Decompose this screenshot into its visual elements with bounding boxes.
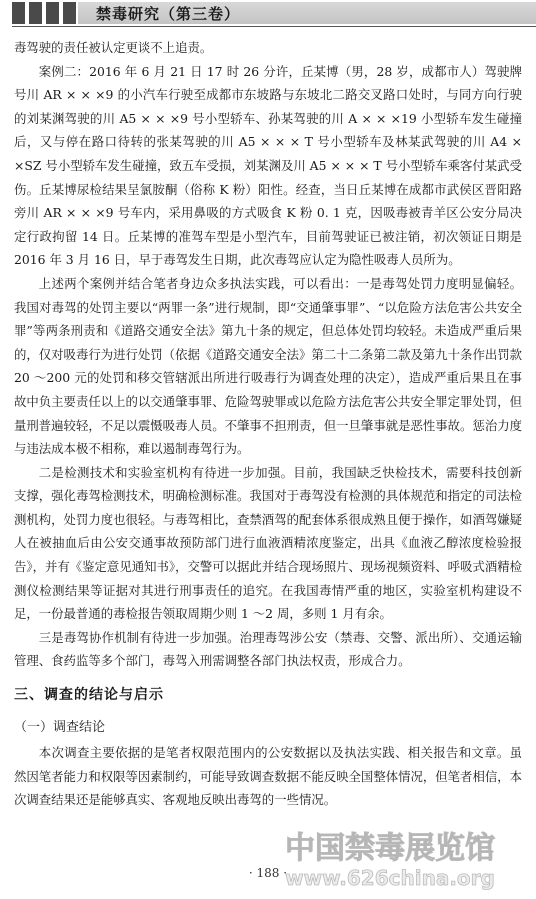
header-rule xyxy=(12,26,536,27)
watermark-line2: www.626china.org xyxy=(285,866,495,890)
watermark-logo xyxy=(248,826,532,892)
running-header xyxy=(0,0,536,30)
page-number: · 188 · xyxy=(248,866,288,880)
watermark-line1: 中国禁毒展览馆 xyxy=(285,831,495,866)
paragraph-case-two: 案例二：2016 年 6 月 21 日 17 时 26 分许，丘某博（男，28 岁，成都市人）驾驶牌号川 AR × × ×9 的小汽车行驶至成都市东坡路与东坡北二路交叉路口处时，与同方向行驶的刘某渊驾驶的川 A5 × × ×9 号小型轿车、孙某驾驶的川 A × × ×19 小型轿车发生碰撞后，又与停在路口待转的张某驾驶的川 A5 × × × T 号小型轿车及林某武驾驶的川 A4 × ×SZ 号小型轿车发生碰撞，致五车受损，刘某渊及川 A5 × × × T 号小型轿车乘客付某武受伤。丘某博尿检结果呈氯胺酮（俗称 K 粉）阳性。经查，当日丘某博在成都市武侯区晋阳路旁川 AR × × ×9 号车内，采用鼻吸的方式吸食 K 粉 0. 1 克，因吸毒被青羊区公安分局决定行政拘留 14 日。丘某博的准驾车型是小型汽车，目前驾驶证已被注销，初次领证日期是 2016 年 3 月 16 日，早于毒驾发生日期，此次毒驾应认定为隐性吸毒人员所为。 xyxy=(14,63,522,268)
paragraph-analysis-three: 三是毒驾协作机制有待进一步加强。治理毒驾涉公安（禁毒、交警、派出所）、交通运输管理、食药监等多个部门，毒驾入刑需调整各部门执法权责，形成合力。 xyxy=(14,629,522,669)
subsection-heading: （一）调查结论 xyxy=(14,719,106,735)
paragraph-conclusion: 本次调查主要依据的是笔者权限范围内的公安数据以及执法实践、相关报告和文章。虽然因笔者能力和权限等因素制约，可能导致调查数据不能反映全国整体情况，但笔者相信，本次调查结果还是能够真实、客观地反映出毒驾的一些情况。 xyxy=(14,745,523,808)
book-title: 禁毒研究（第三卷） xyxy=(96,5,241,23)
paragraph-continuation: 毒驾驶的责任被认定更谈不上追责。 xyxy=(14,40,213,55)
paragraph-analysis-two: 二是检测技术和实验室机构有待进一步加强。目前，我国缺乏快检技术，需要科技创新支撑，强化毒驾检测技术，明确检测标准。我国对于毒驾没有检测的具体规范和指定的司法检测机构，处罚力度也很轻。与毒驾相比，查禁酒驾的配套体系很成熟且便于操作，如酒驾嫌疑人在被抽血后由公安交通事故预防部门进行血液酒精浓度鉴定，出具《血液乙醇浓度检验报告》，并有《鉴定意见通知书》，交警可以据此并结合现场照片、现场视频资料、呼吸式酒精检测仪检测结果等证据对其进行刑事责任的追究。在我国毒情严重的地区，实验室机构建设不足，一份最普通的毒检报告领取周期少则 1 ～2 周，多则 1 月有余。 xyxy=(14,464,523,622)
page-body xyxy=(14,36,522,812)
header-decoration xyxy=(12,2,76,24)
section-heading: 三、调查的结论与启示 xyxy=(14,687,164,704)
paragraph-analysis-one: 上述两个案例并结合笔者身边众多执法实践，可以看出：一是毒驾处罚力度明显偏轻。我国对毒驾的处罚主要以“两罪一条”进行规制，即“交通肇事罪”、“以危险方法危害公共安全罪”等两条刑责和《道路交通安全法》第九十条的规定，但总体处罚均较轻。未造成严重后果的，仅对吸毒行为进行处罚（依据《道路交通安全法》第二十二条第二款及第九十条作出罚款 20 ～200 元的处罚和移交管辖派出所进行吸毒行为调查处理的决定），造成严重后果且在事故中负主要责任以上的以交通肇事罪、危险驾驶罪或以危险方法危害公共安全罪定罪处罚，但量刑普遍较轻，不足以震慑吸毒人员。不肇事不担刑责，但一旦肇事就是恶性事故。惩治力度与违法成本极不相称，难以遏制毒驾行为。 xyxy=(14,275,523,457)
